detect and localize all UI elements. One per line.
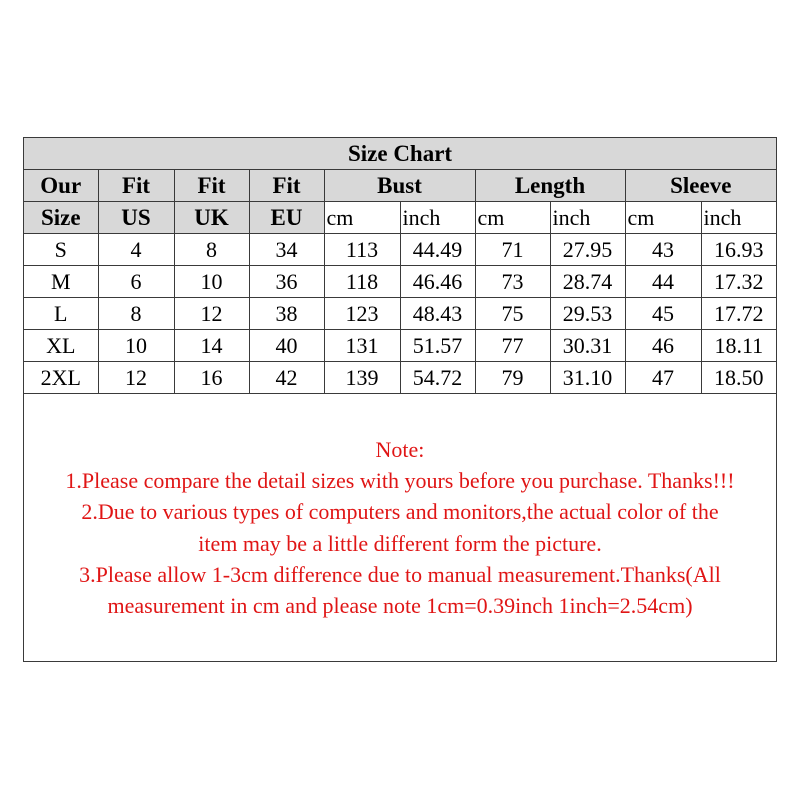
cell-length-cm: 73: [475, 266, 550, 298]
header-length-inch: inch: [550, 202, 625, 234]
note-heading: Note:: [375, 437, 425, 462]
cell-uk: 12: [174, 298, 249, 330]
table-title: Size Chart: [24, 138, 776, 170]
cell-sleeve-cm: 45: [625, 298, 701, 330]
cell-sleeve-inch: 17.72: [701, 298, 776, 330]
cell-us: 12: [98, 362, 174, 394]
note-line-1: 1.Please compare the detail sizes with yours before you purchase. Thanks!!!: [65, 468, 735, 494]
header-fit-eu: Fit: [249, 170, 324, 202]
cell-bust-inch: 48.43: [400, 298, 475, 330]
cell-uk: 8: [174, 234, 249, 266]
cell-size: XL: [24, 330, 98, 362]
cell-uk: 16: [174, 362, 249, 394]
cell-length-inch: 29.53: [550, 298, 625, 330]
cell-us: 10: [98, 330, 174, 362]
cell-sleeve-inch: 17.32: [701, 266, 776, 298]
header-sleeve-inch: inch: [701, 202, 776, 234]
header-length: Length: [475, 170, 625, 202]
header-bust: Bust: [324, 170, 475, 202]
note-line-3a: 3.Please allow 1-3cm difference due to manual measurement.Thanks(All: [79, 561, 721, 587]
header-fit-us: Fit: [98, 170, 174, 202]
cell-length-inch: 27.95: [550, 234, 625, 266]
header-bust-cm: cm: [324, 202, 400, 234]
cell-us: 8: [98, 298, 174, 330]
header-eu: EU: [249, 202, 324, 234]
size-chart-table: [24, 138, 776, 394]
header-row-2: [24, 202, 776, 234]
header-bust-inch: inch: [400, 202, 475, 234]
cell-size: 2XL: [24, 362, 98, 394]
notes-block: [24, 434, 776, 621]
cell-us: 4: [98, 234, 174, 266]
header-fit-uk: Fit: [174, 170, 249, 202]
table-row: [24, 298, 776, 330]
cell-bust-cm: 118: [324, 266, 400, 298]
cell-length-inch: 31.10: [550, 362, 625, 394]
cell-uk: 14: [174, 330, 249, 362]
table-row: [24, 362, 776, 394]
cell-bust-inch: 54.72: [400, 362, 475, 394]
cell-size: S: [24, 234, 98, 266]
cell-sleeve-inch: 18.50: [701, 362, 776, 394]
table-body: [24, 234, 776, 394]
cell-size: L: [24, 298, 98, 330]
header-sleeve-cm: cm: [625, 202, 701, 234]
cell-us: 6: [98, 266, 174, 298]
cell-length-inch: 28.74: [550, 266, 625, 298]
cell-eu: 36: [249, 266, 324, 298]
cell-bust-cm: 139: [324, 362, 400, 394]
title-row: [24, 138, 776, 170]
cell-bust-inch: 44.49: [400, 234, 475, 266]
cell-eu: 38: [249, 298, 324, 330]
note-line-2a: 2.Due to various types of computers and monitors,the actual color of the: [81, 499, 719, 525]
cell-size: M: [24, 266, 98, 298]
cell-length-cm: 71: [475, 234, 550, 266]
cell-bust-cm: 131: [324, 330, 400, 362]
cell-eu: 40: [249, 330, 324, 362]
cell-sleeve-cm: 47: [625, 362, 701, 394]
cell-bust-inch: 46.46: [400, 266, 475, 298]
cell-length-inch: 30.31: [550, 330, 625, 362]
cell-bust-inch: 51.57: [400, 330, 475, 362]
cell-sleeve-inch: 18.11: [701, 330, 776, 362]
cell-uk: 10: [174, 266, 249, 298]
cell-bust-cm: 113: [324, 234, 400, 266]
cell-eu: 34: [249, 234, 324, 266]
cell-bust-cm: 123: [324, 298, 400, 330]
cell-eu: 42: [249, 362, 324, 394]
header-row-1: [24, 170, 776, 202]
header-uk: UK: [174, 202, 249, 234]
cell-sleeve-inch: 16.93: [701, 234, 776, 266]
header-length-cm: cm: [475, 202, 550, 234]
cell-sleeve-cm: 43: [625, 234, 701, 266]
note-line-3b: measurement in cm and please note 1cm=0.39inch 1inch=2.54cm): [107, 593, 693, 619]
table-row: [24, 266, 776, 298]
table-row: [24, 234, 776, 266]
cell-length-cm: 79: [475, 362, 550, 394]
cell-sleeve-cm: 44: [625, 266, 701, 298]
header-size: Size: [24, 202, 98, 234]
cell-length-cm: 75: [475, 298, 550, 330]
cell-length-cm: 77: [475, 330, 550, 362]
header-us: US: [98, 202, 174, 234]
header-sleeve: Sleeve: [625, 170, 776, 202]
note-line-2b: item may be a little different form the picture.: [198, 530, 602, 556]
size-chart-frame: [23, 137, 777, 662]
header-our: Our: [24, 170, 98, 202]
cell-sleeve-cm: 46: [625, 330, 701, 362]
table-row: [24, 330, 776, 362]
